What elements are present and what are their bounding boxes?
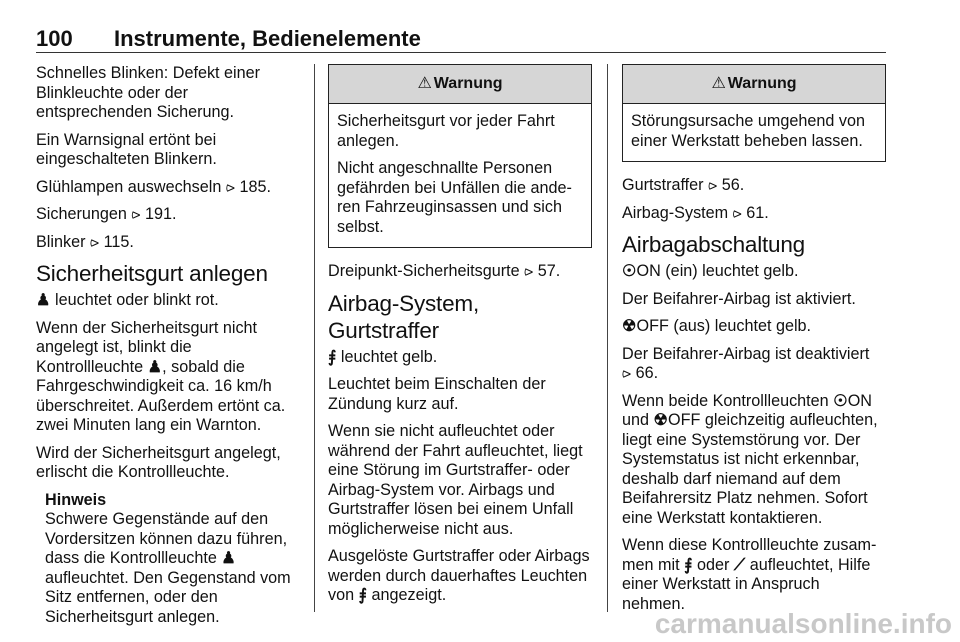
warning-text: Nicht angeschnallte Personen gefährden bei Unfällen die anderen Fahrzeuginsassen und sich selbst.	[337, 159, 572, 236]
paragraph: Wenn sie nicht aufleuchtet oder während der Fahrt aufleuchtet, liegt eine Störung im Gurtstraffer- oder Airbag-System vor. Airbags und Gurtstraffer lösen bei einem Unfall möglicherweise nicht aus.	[328, 422, 583, 538]
paragraph: Schnelles Blinken: Defekt einer Blinkleuchte oder der entsprechenden Sicherung.	[36, 64, 261, 121]
paragraph: Wenn beide Kontrollleuchten ☉ON und ☢OFF gleichzeitig aufleuchten, liegt eine Systemstörung vor. Der Systemstatus ist nicht erkennbar, deshalb darf niemand auf dem Beifahrersitz Platz nehmen. Sofort eine Werkstatt kontaktieren.	[622, 391, 878, 527]
page-header	[36, 22, 886, 52]
arrow-ref-icon: ⪧	[225, 177, 236, 196]
cross-reference[interactable]: Blinker ⪧ 115.	[36, 232, 134, 251]
arrow-ref-icon: ⪧	[708, 176, 718, 194]
airbag-off-icon: ☢	[653, 411, 669, 429]
note-block	[45, 491, 300, 628]
seatbelt-icon: ♟	[36, 291, 51, 309]
arrow-ref-icon: ⪧	[524, 262, 534, 280]
seatbelt-icon: ♟	[147, 357, 163, 376]
arrow-ref-icon: ⪧	[732, 203, 742, 222]
warning-triangle-icon: ⚠	[417, 75, 432, 92]
paragraph: Wird der Sicherheitsgurt angelegt, erlischt die Kontrollleuchte.	[36, 443, 281, 481]
warning-box	[622, 64, 886, 162]
seatbelt-icon: ♟	[221, 549, 236, 567]
warning-text: Störungsursache umgehend von einer Werkstatt beheben lassen.	[631, 112, 865, 150]
warning-box	[328, 64, 592, 248]
cross-reference[interactable]: Glühlampen auswechseln ⪧ 185.	[36, 177, 272, 196]
warning-text: Sicherheitsgurt vor jeder Fahrt anlegen.	[337, 112, 555, 150]
page-number: 100	[36, 26, 73, 51]
paragraph: Wenn diese Kontrollleuchte zusammen mit ⨎ oder ⟋ aufleuchtet, Hilfe einer Werkstatt in Anspruch nehmen.	[622, 536, 877, 613]
section-heading: Sicherheitsgurt anlegen	[36, 261, 268, 286]
cross-reference[interactable]: Dreipunkt-Sicherheitsgurte ⪧ 57.	[328, 262, 561, 280]
column-divider	[607, 64, 608, 612]
cross-reference[interactable]: Gurtstraffer ⪧ 56.	[622, 176, 745, 194]
paragraph: ☉ON (ein) leuchtet gelb.	[622, 262, 799, 280]
warning-header: ⚠ Warnung	[623, 65, 885, 104]
column-1	[36, 64, 300, 627]
cross-reference[interactable]: Sicherungen ⪧ 191.	[36, 205, 177, 223]
airbag-tensioner-icon: ⨎	[684, 555, 693, 574]
column-3	[622, 64, 886, 622]
paragraph: Leuchtet beim Einschalten der Zündung kurz auf.	[328, 375, 546, 413]
arrow-ref-icon: ⪧	[131, 205, 141, 223]
paragraph: Der Beifahrer-Airbag ist aktiviert.	[622, 289, 856, 308]
paragraph: Ein Warnsignal ertönt bei eingeschalteten Blinkern.	[36, 130, 217, 168]
paragraph: ⨎ leuchtet gelb.	[328, 347, 438, 366]
watermark: carmanualsonline.info	[654, 608, 952, 639]
section-heading: Airbagabschaltung	[622, 232, 805, 257]
warning-lamp-icon: ⟋	[733, 555, 746, 574]
warning-body	[329, 104, 591, 247]
paragraph: Ausgelöste Gurtstraffer oder Airbags werden durch dauerhaftes Leuchten von ⨎ angezeigt.	[328, 547, 590, 604]
airbag-off-icon: ☢	[622, 317, 637, 335]
arrow-ref-icon: ⪧	[622, 364, 632, 382]
airbag-tensioner-icon: ⨎	[358, 586, 368, 604]
airbag-tensioner-icon: ⨎	[328, 347, 337, 366]
airbag-on-icon: ☉	[622, 262, 637, 280]
warning-triangle-icon: ⚠	[711, 75, 726, 92]
paragraph: Wenn der Sicherheitsgurt nicht angelegt ist, blinkt die Kontrollleuchte ♟, sobald die Fahrgeschwindigkeit ca. 16 km/h überschreitet. Außerdem ertönt ca. zwei Minuten lang ein Warnton.	[36, 318, 286, 434]
airbag-on-icon: ☉	[833, 391, 848, 410]
column-2	[328, 64, 592, 614]
note-text: Schwere Gegenstände auf den Vordersitzen können dazu führen, dass die Kontrollleuchte ♟ aufleuchtet. Den Gegenstand vom Sitz entfernen, oder den Sicherheitsgurt anlegen.	[45, 510, 291, 626]
header-rule	[36, 52, 886, 53]
cross-reference[interactable]: Der Beifahrer-Airbag ist deaktiviert ⪧ 66.	[622, 344, 870, 382]
section-heading: Airbag-System, Gurtstraffer	[328, 290, 479, 343]
page-title: Instrumente, Bedienelemente	[114, 26, 421, 51]
note-title: Hinweis	[45, 490, 107, 509]
warning-body	[623, 104, 885, 161]
warning-header: ⚠ Warnung	[329, 65, 591, 104]
paragraph: ☢OFF (aus) leuchtet gelb.	[622, 317, 812, 335]
arrow-ref-icon: ⪧	[89, 232, 100, 251]
cross-reference[interactable]: Airbag-System ⪧ 61.	[622, 203, 769, 222]
column-divider	[314, 64, 315, 612]
paragraph: ♟ leuchtet oder blinkt rot.	[36, 291, 219, 309]
